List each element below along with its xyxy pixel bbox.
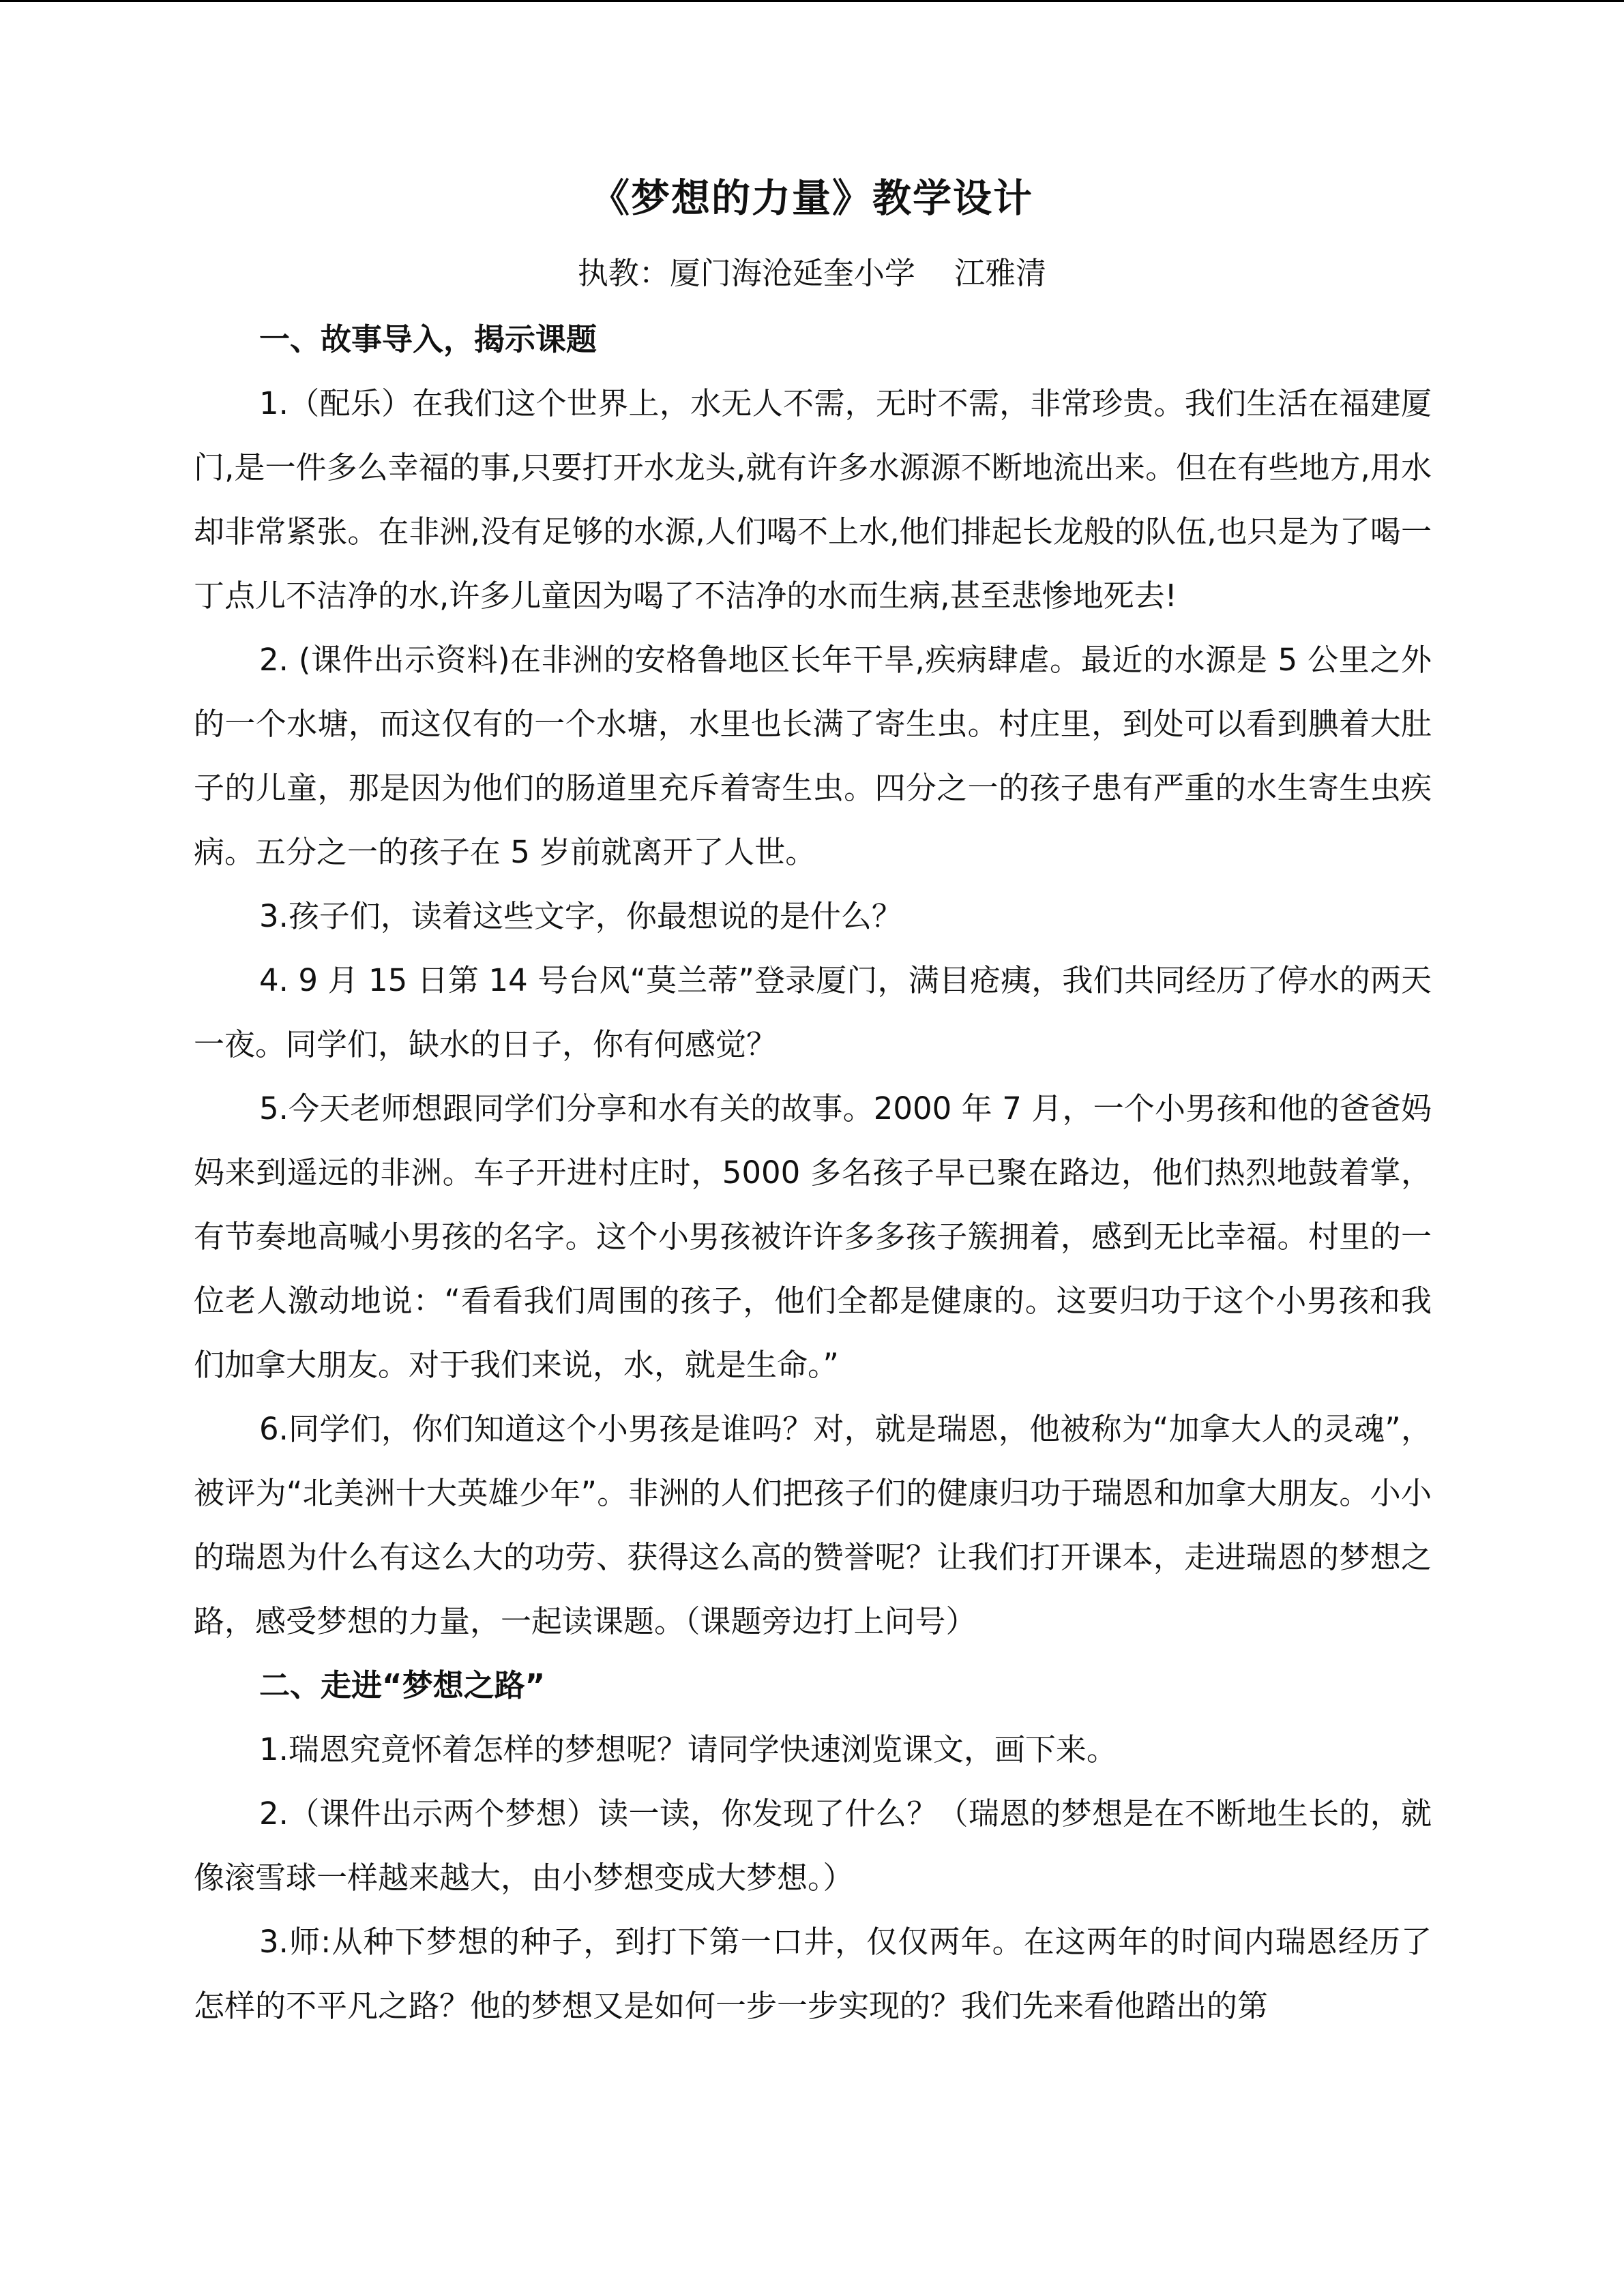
paragraph: 1.瑞恩究竟怀着怎样的梦想呢？请同学快速浏览课文，画下来。 [259,1731,1117,1768]
paragraph: 3.孩子们，读着这些文字，你最想说的是什么？ [259,898,902,934]
author-name: 江雅清 [954,255,1047,291]
paragraph: 2. (课件出示资料)在非洲的安格鲁地区长年干旱,疾病肆虐。最近的水源是 5 公里之外的一个水塘，而这仅有的一个水塘，水里也长满了寄生虫。村庄里，到处可以看到腆着大肚子的儿童，那是因为他们的肠道里充斥着寄生虫。四分之一的孩子患有严重的水生寄生虫疾病。五分之一的孩子在 5 岁前就离开了人世。 [194,642,1432,870]
paragraph: 5.今天老师想跟同学们分享和水有关的故事。2000 年 7 月，一个小男孩和他的爸爸妈妈来到遥远的非洲。车子开进村庄时，5000 多名孩子早已聚在路边，他们热烈地鼓着掌，有节奏地高喊小男孩的名字。这个小男孩被许许多多孩子簇拥着，感到无比幸福。村里的一位老人激动地说：“看看我们周围的孩子，他们全都是健康的。这要归功于这个小男孩和我们加拿大朋友。对于我们来说，水，就是生命。” [194,1090,1432,1383]
paragraph: 6.同学们，你们知道这个小男孩是谁吗？对，就是瑞恩，他被称为“加拿大人的灵魂”，被评为“北美洲十大英雄少年”。非洲的人们把孩子们的健康归功于瑞恩和加拿大朋友。小小的瑞恩为什么有这么大的功劳、获得这么高的赞誉呢？让我们打开课本，走进瑞恩的梦想之路，感受梦想的力量，一起读课题。（课题旁边打上问号） [194,1411,1432,1639]
author-gap [915,255,954,291]
author-line [0,246,1624,301]
paragraph: 4. 9 月 15 日第 14 号台风“莫兰蒂”登录厦门，满目疮痍，我们共同经历了停水的两天一夜。同学们，缺水的日子，你有何感觉？ [194,962,1432,1062]
author-label: 执教： [577,255,670,291]
paragraph: 1.（配乐）在我们这个世界上，水无人不需，无时不需，非常珍贵。我们生活在福建厦门,是一件多么幸福的事,只要打开水龙头,就有许多水源源不断地流出来。但在有些地方,用水却非常紧张。在非洲,没有足够的水源,人们喝不上水,他们排起长龙般的队伍,也只是为了喝一丁点儿不洁净的水,许多儿童因为喝了不洁净的水而生病,甚至悲惨地死去! [194,385,1432,614]
page-title: 《梦想的力量》教学设计 [591,175,1033,221]
paragraph: 3.师:从种下梦想的种子，到打下第一口井，仅仅两年。在这两年的时间内瑞恩经历了怎样的不平凡之路？他的梦想又是如何一步一步实现的？我们先来看他踏出的第 [194,1924,1432,2024]
paragraph: 2.（课件出示两个梦想）读一读，你发现了什么？（瑞恩的梦想是在不断地生长的，就像滚雪球一样越来越大，由小梦想变成大梦想。） [194,1795,1432,1896]
document-body [194,308,1432,2038]
section-heading-1: 一、故事导入，揭示课题 [259,321,597,357]
section-heading-2: 二、走进“梦想之路” [259,1667,546,1703]
author-school: 厦门海沧延奎小学 [669,255,915,291]
